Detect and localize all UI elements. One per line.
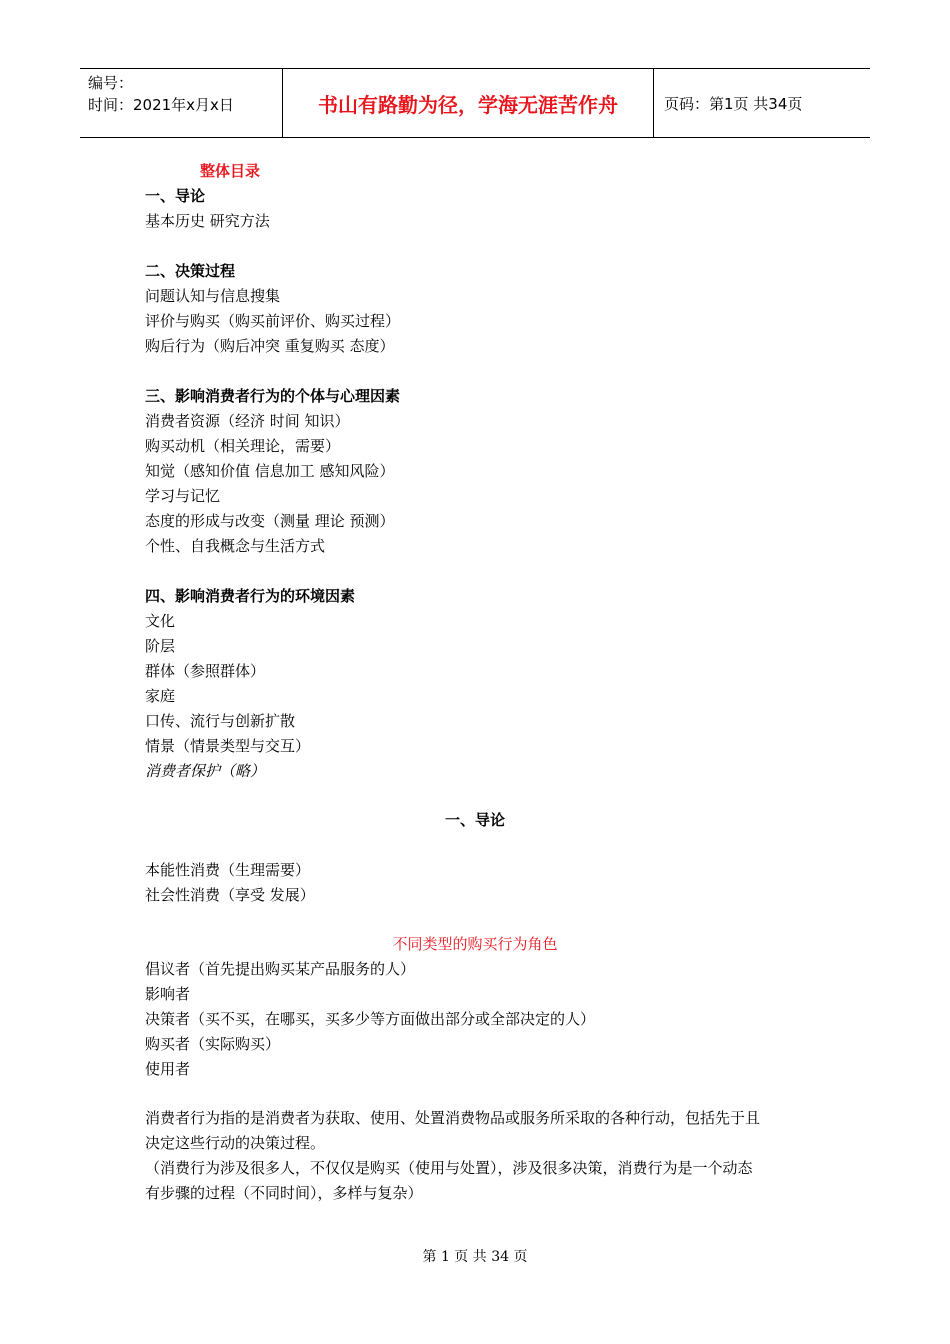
note-paragraph: 有步骤的过程（不同时间），多样与复杂） xyxy=(145,1184,423,1202)
toc-title: 整体目录 xyxy=(200,162,261,180)
header-page-info: 页码：第1页 共34页 xyxy=(664,94,803,113)
toc-item: 消费者资源（经济 时间 知识） xyxy=(145,412,350,430)
roles-title: 不同类型的购买行为角色 xyxy=(392,935,558,953)
role-item: 决策者（买不买，在哪买，买多少等方面做出部分或全部决定的人） xyxy=(145,1010,596,1028)
role-item: 倡议者（首先提出购买某产品服务的人） xyxy=(145,960,416,978)
toc-item: 文化 xyxy=(145,612,176,630)
role-item: 购买者（实际购买） xyxy=(145,1035,281,1053)
toc-item: 个性、自我概念与生活方式 xyxy=(145,537,326,555)
consumption-type: 社会性消费（享受 发展） xyxy=(145,886,315,904)
toc-item: 基本历史 研究方法 xyxy=(145,212,270,230)
number-label: 编号： xyxy=(88,74,134,92)
role-item: 使用者 xyxy=(145,1060,191,1078)
page-footer: 第 1 页 共 34 页 xyxy=(422,1249,528,1265)
toc-item-omitted: 消费者保护（略） xyxy=(145,762,266,780)
toc-item: 购后行为（购后冲突 重复购买 态度） xyxy=(145,337,395,355)
toc-item: 态度的形成与改变（测量 理论 预测） xyxy=(145,512,395,530)
toc-section-heading: 一、导论 xyxy=(145,187,206,205)
page-header xyxy=(80,68,870,138)
consumption-type: 本能性消费（生理需要） xyxy=(145,861,311,879)
toc-item: 评价与购买（购买前评价、购买过程） xyxy=(145,312,401,330)
role-item: 影响者 xyxy=(145,985,191,1003)
chapter-heading: 一、导论 xyxy=(444,811,505,829)
toc-section-heading: 三、影响消费者行为的个体与心理因素 xyxy=(145,387,401,405)
toc-item: 家庭 xyxy=(145,687,176,705)
note-paragraph: （消费行为涉及很多人，不仅仅是购买（使用与处置），涉及很多决策，消费行为是一个动态 xyxy=(145,1159,753,1177)
toc-item: 购买动机（相关理论，需要） xyxy=(145,437,341,455)
toc-section-heading: 四、影响消费者行为的环境因素 xyxy=(145,587,356,605)
definition-paragraph: 消费者行为指的是消费者为获取、使用、处置消费物品或服务所采取的各种行动，包括先于且 xyxy=(145,1109,761,1127)
header-meta xyxy=(80,69,282,137)
time-label: 时间：2021年x月x日 xyxy=(88,96,234,114)
toc-item: 群体（参照群体） xyxy=(145,662,266,680)
toc-section-heading: 二、决策过程 xyxy=(145,262,236,280)
definition-paragraph: 决定这些行动的决策过程。 xyxy=(145,1134,326,1152)
toc-item: 知觉（感知价值 信息加工 感知风险） xyxy=(145,462,395,480)
header-motto: 书山有路勤为径，学海无涯苦作舟 xyxy=(282,69,654,137)
toc-item: 口传、流行与创新扩散 xyxy=(145,712,296,730)
toc-item: 情景（情景类型与交互） xyxy=(145,737,311,755)
toc-item: 学习与记忆 xyxy=(145,487,221,505)
toc-item: 阶层 xyxy=(145,637,176,655)
toc-item: 问题认知与信息搜集 xyxy=(145,287,281,305)
